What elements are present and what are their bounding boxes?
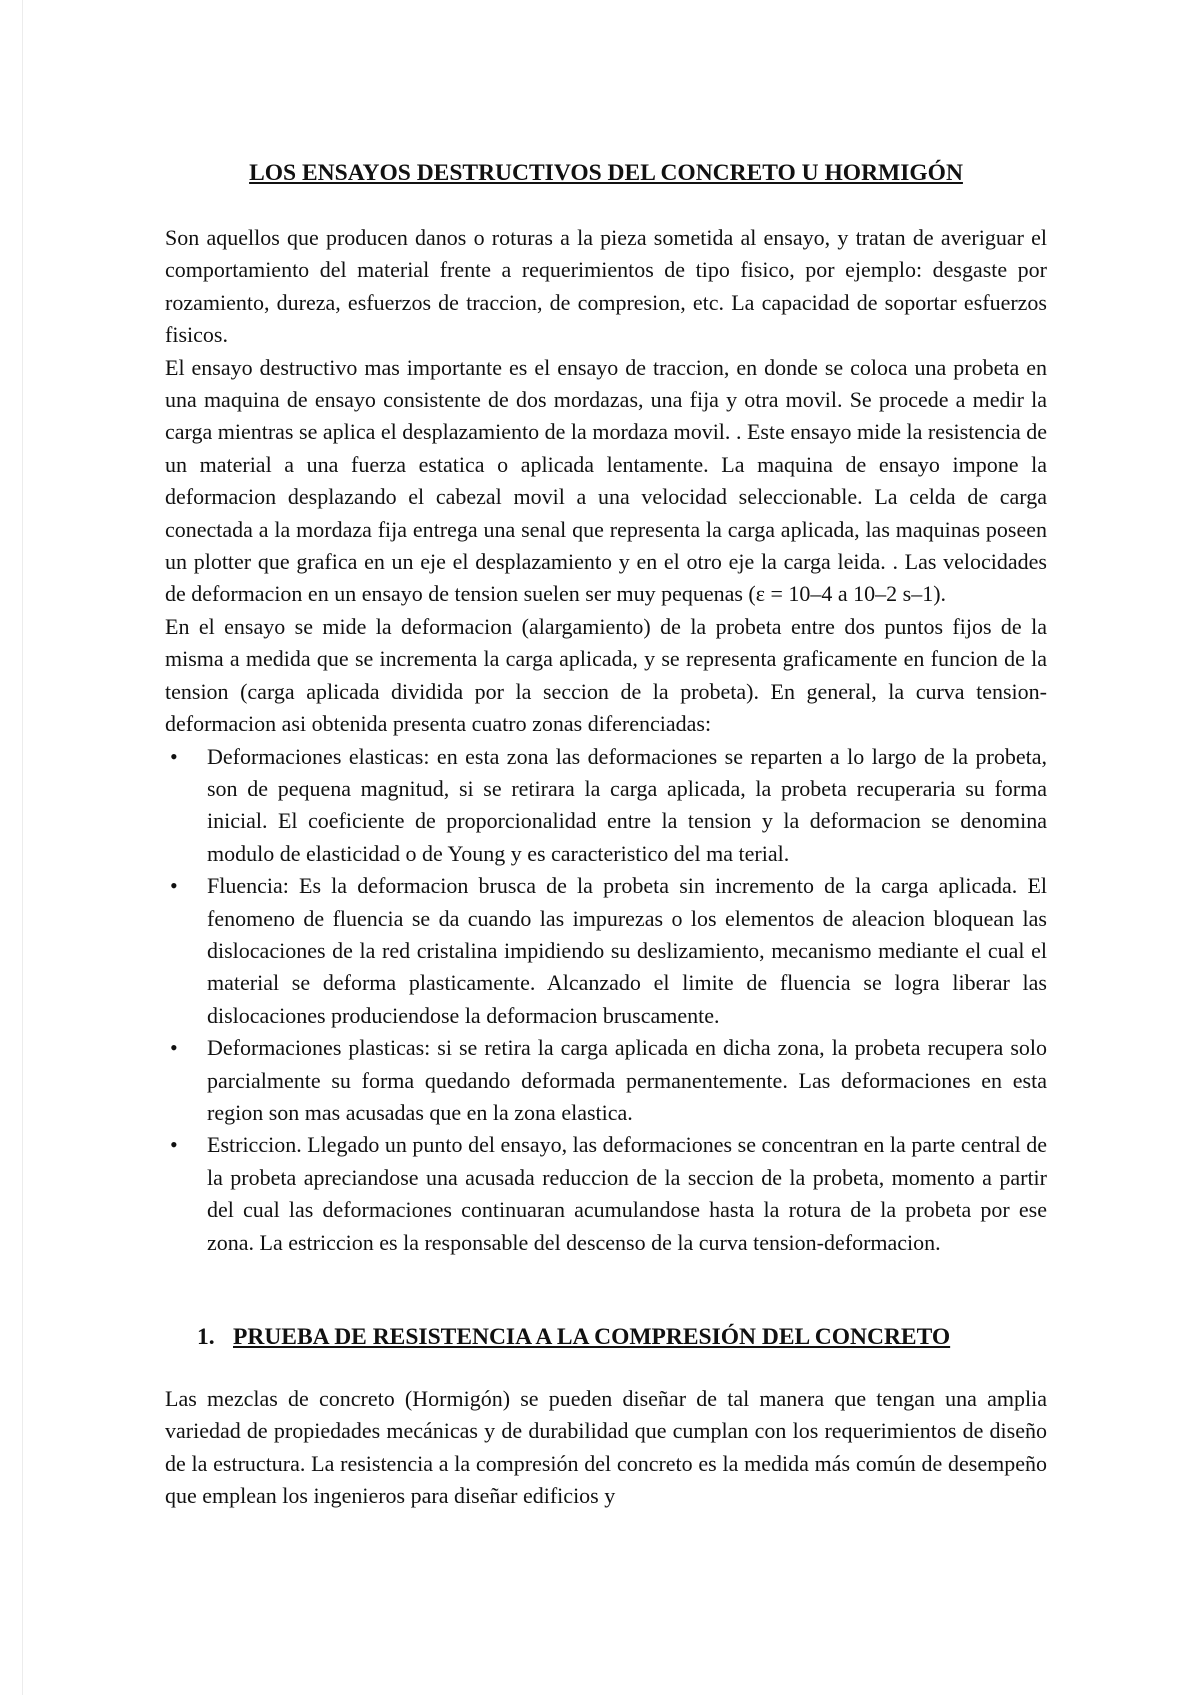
paragraph-compression: Las mezclas de concreto (Hormigón) se pueden diseñar de tal manera que tengan una amplia variedad de propiedades mecánicas y de durabilidad que cumplan con los requerimientos de diseño de la estructura. La resistencia a la compresión del concreto es la medida más común de desempeño que emplean los ingenieros para diseñar edificios y [165,1386,1047,1509]
bullet-icon: • [170,1035,178,1061]
paragraph-deformation-curve: En el ensayo se mide la deformacion (alargamiento) de la probeta entre dos puntos fijos de la misma a medida que se incrementa la carga aplicada, y se representa graficamente en funcion de la tension (carga aplicada dividida por la seccion de la probeta). En general, la curva tension-deformacion asi obtenida presenta cuatro zonas diferenciadas: [165,613,1047,737]
section-body [165,1383,1047,1513]
document-body [165,222,1047,1259]
paragraph-traction-test: El ensayo destructivo mas importante es el ensayo de traccion, en donde se coloca una probeta en una maquina de ensayo consistente de dos mordazas, una fija y otra movil. Se procede a medir la carga mientras se aplica el desplazamiento de la mordaza movil. . Este ensayo mide la resistencia de un material a una fuerza estatica o aplicada lentamente. La maquina de ensayo impone la deformacion desplazando el cabezal movil a una velocidad seleccionable. La celda de carga conectada a la mordaza fija entrega una senal que representa la carga aplicada, las maquinas poseen un plotter que grafica en un eje el desplazamiento y en el otro eje la carga leida. . Las velocidades de deformacion en un ensayo de tension suelen ser muy pequenas (ε = 10–4 a 10–2 s–1). [165,354,1047,607]
list-item-text: Deformaciones elasticas: en esta zona las deformaciones se reparten a lo largo de la probeta, son de pequena magnitud, si se retirara la carga aplicada, la probeta recuperaria su forma inicial. El coeficiente de proporcionalidad entre la tension y la deformacion se denomina modulo de elasticidad o de Young y es caracteristico del ma terial. [207,743,1047,866]
bullet-icon: • [170,743,178,769]
bullet-icon: • [170,1132,178,1158]
section-title: PRUEBA DE RESISTENCIA A LA COMPRESIÓN DEL CONCRETO [233,1324,951,1350]
zones-bullet-list [165,741,1047,1260]
paragraph-intro: Son aquellos que producen danos o roturas a la pieza sometida al ensayo, y tratan de averiguar el comportamiento del material frente a requerimientos de tipo fisico, por ejemplo: desgaste por rozamiento, dureza, esfuerzos de traccion, de compresion, etc. La capacidad de soportar esfuerzos fisicos. [165,225,1047,348]
bullet-icon: • [170,873,178,899]
document-title: LOS ENSAYOS DESTRUCTIVOS DEL CONCRETO U HORMIGÓN [249,160,963,186]
list-item-text: Estriccion. Llegado un punto del ensayo, las deformaciones se concentran en la parte central de la probeta apreciandose una acusada reduccion de la seccion de la probeta, momento a partir del cual las deformaciones continuaran acumulandose hasta la rotura de la probeta por ese zona. La estriccion es la responsable del descenso de la curva tension-deformacion. [207,1132,1047,1255]
section-number: 1. [197,1324,215,1350]
list-item-text: Deformaciones plasticas: si se retira la carga aplicada en dicha zona, la probeta recupera solo parcialmente su forma quedando deformada permanentemente. Las deformaciones en esta region son mas acusadas que en la zona elastica. [207,1035,1047,1125]
list-item-plastic [165,1032,1047,1129]
section-heading [197,1322,1047,1352]
list-item-text: Fluencia: Es la deformacion brusca de la probeta sin incremento de la carga aplicada. El fenomeno de fluencia se da cuando las impurezas o los elementos de aleacion bloquean las dislocaciones de la red cristalina impidiendo su deslizamiento, mecanismo mediante el cual el material se deforma plasticamente. Alcanzado el limite de fluencia se logra liberar las dislocaciones produciendose la deformacion bruscamente. [207,873,1047,1028]
list-item-necking [165,1129,1047,1259]
list-item-yield [165,870,1047,1032]
page-edge-line [22,0,23,1695]
list-item-elastic [165,741,1047,871]
